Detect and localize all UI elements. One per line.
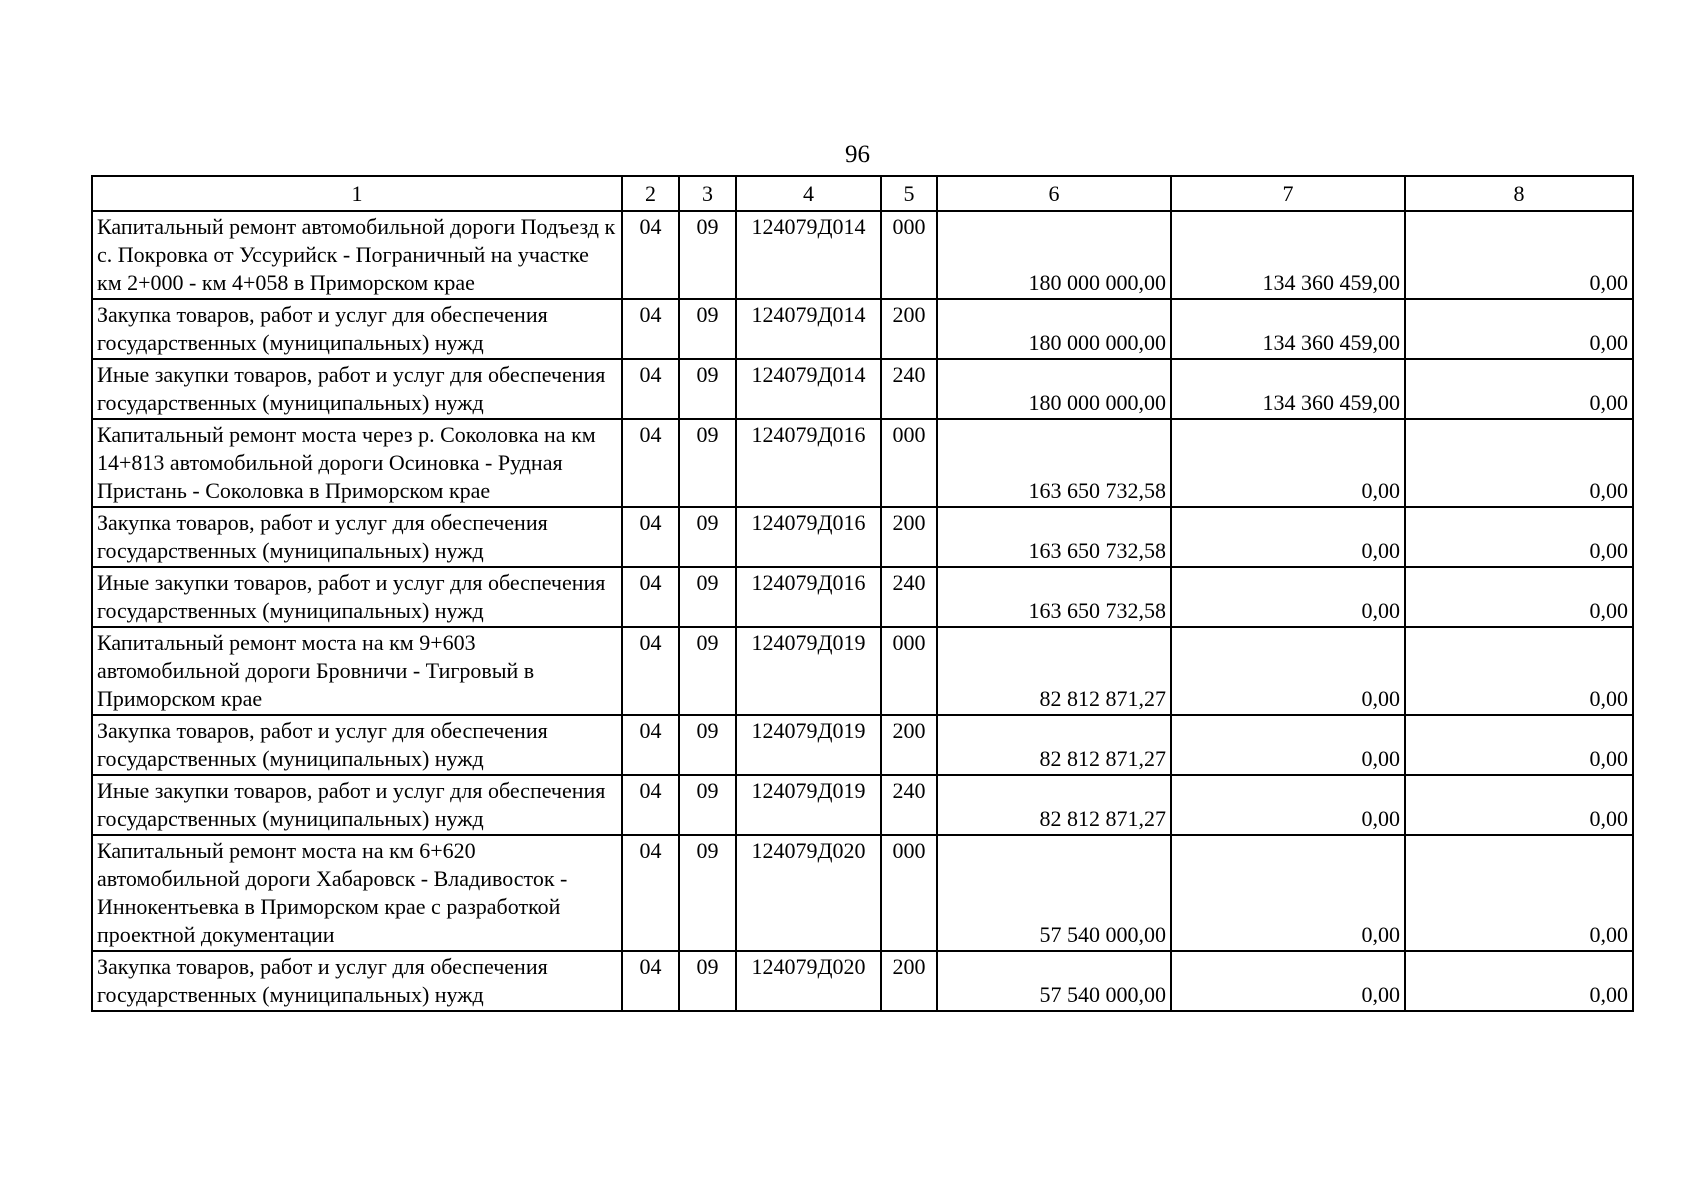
section-code: 04 bbox=[622, 419, 679, 507]
section-code: 04 bbox=[622, 951, 679, 1011]
expense-type-code: 200 bbox=[881, 299, 937, 359]
amount-col8: 0,00 bbox=[1405, 211, 1633, 299]
subsection-code: 09 bbox=[679, 951, 736, 1011]
amount-col7: 0,00 bbox=[1171, 715, 1405, 775]
table-row bbox=[92, 951, 1633, 1011]
table-row bbox=[92, 835, 1633, 951]
amount-col7: 0,00 bbox=[1171, 507, 1405, 567]
expense-type-code: 240 bbox=[881, 775, 937, 835]
item-name: Закупка товаров, работ и услуг для обеспечения государственных (муниципальных) нужд bbox=[92, 951, 622, 1011]
amount-col6: 57 540 000,00 bbox=[937, 835, 1171, 951]
target-article-code: 124079Д014 bbox=[736, 359, 881, 419]
amount-col7: 134 360 459,00 bbox=[1171, 299, 1405, 359]
item-name: Капитальный ремонт автомобильной дороги Подъезд к с. Покровка от Уссурийск - Пограничный на участке км 2+000 - км 4+058 в Приморском крае bbox=[92, 211, 622, 299]
amount-col6: 82 812 871,27 bbox=[937, 715, 1171, 775]
subsection-code: 09 bbox=[679, 627, 736, 715]
subsection-code: 09 bbox=[679, 299, 736, 359]
column-header-6: 6 bbox=[937, 176, 1171, 211]
header-row bbox=[92, 176, 1633, 211]
amount-col6: 180 000 000,00 bbox=[937, 211, 1171, 299]
target-article-code: 124079Д019 bbox=[736, 775, 881, 835]
amount-col7: 0,00 bbox=[1171, 567, 1405, 627]
target-article-code: 124079Д016 bbox=[736, 419, 881, 507]
item-name: Капитальный ремонт моста через р. Соколовка на км 14+813 автомобильной дороги Осиновка - Рудная Пристань - Соколовка в Приморском крае bbox=[92, 419, 622, 507]
section-code: 04 bbox=[622, 507, 679, 567]
amount-col6: 180 000 000,00 bbox=[937, 359, 1171, 419]
subsection-code: 09 bbox=[679, 715, 736, 775]
amount-col8: 0,00 bbox=[1405, 951, 1633, 1011]
target-article-code: 124079Д019 bbox=[736, 627, 881, 715]
table-row bbox=[92, 715, 1633, 775]
subsection-code: 09 bbox=[679, 359, 736, 419]
section-code: 04 bbox=[622, 715, 679, 775]
column-header-2: 2 bbox=[622, 176, 679, 211]
target-article-code: 124079Д019 bbox=[736, 715, 881, 775]
amount-col8: 0,00 bbox=[1405, 299, 1633, 359]
subsection-code: 09 bbox=[679, 775, 736, 835]
section-code: 04 bbox=[622, 835, 679, 951]
subsection-code: 09 bbox=[679, 835, 736, 951]
table-row bbox=[92, 567, 1633, 627]
target-article-code: 124079Д020 bbox=[736, 951, 881, 1011]
subsection-code: 09 bbox=[679, 567, 736, 627]
amount-col8: 0,00 bbox=[1405, 835, 1633, 951]
target-article-code: 124079Д016 bbox=[736, 567, 881, 627]
item-name: Капитальный ремонт моста на км 9+603 автомобильной дороги Бровничи - Тигровый в Приморском крае bbox=[92, 627, 622, 715]
target-article-code: 124079Д014 bbox=[736, 299, 881, 359]
section-code: 04 bbox=[622, 627, 679, 715]
table-row bbox=[92, 775, 1633, 835]
item-name: Закупка товаров, работ и услуг для обеспечения государственных (муниципальных) нужд bbox=[92, 299, 622, 359]
table-row bbox=[92, 419, 1633, 507]
amount-col7: 0,00 bbox=[1171, 951, 1405, 1011]
expense-type-code: 000 bbox=[881, 627, 937, 715]
expense-type-code: 000 bbox=[881, 835, 937, 951]
amount-col8: 0,00 bbox=[1405, 507, 1633, 567]
amount-col7: 134 360 459,00 bbox=[1171, 359, 1405, 419]
item-name: Закупка товаров, работ и услуг для обеспечения государственных (муниципальных) нужд bbox=[92, 715, 622, 775]
expense-type-code: 240 bbox=[881, 567, 937, 627]
table-row bbox=[92, 211, 1633, 299]
expense-type-code: 200 bbox=[881, 951, 937, 1011]
table-row bbox=[92, 299, 1633, 359]
column-header-4: 4 bbox=[736, 176, 881, 211]
budget-table bbox=[91, 175, 1634, 1012]
section-code: 04 bbox=[622, 567, 679, 627]
target-article-code: 124079Д020 bbox=[736, 835, 881, 951]
amount-col6: 163 650 732,58 bbox=[937, 567, 1171, 627]
column-header-5: 5 bbox=[881, 176, 937, 211]
column-header-7: 7 bbox=[1171, 176, 1405, 211]
target-article-code: 124079Д014 bbox=[736, 211, 881, 299]
subsection-code: 09 bbox=[679, 507, 736, 567]
item-name: Капитальный ремонт моста на км 6+620 автомобильной дороги Хабаровск - Владивосток - Иннокентьевка в Приморском крае с разработкой проектной документации bbox=[92, 835, 622, 951]
column-header-3: 3 bbox=[679, 176, 736, 211]
amount-col7: 0,00 bbox=[1171, 775, 1405, 835]
amount-col7: 134 360 459,00 bbox=[1171, 211, 1405, 299]
amount-col6: 82 812 871,27 bbox=[937, 627, 1171, 715]
amount-col6: 82 812 871,27 bbox=[937, 775, 1171, 835]
table-row bbox=[92, 627, 1633, 715]
amount-col6: 57 540 000,00 bbox=[937, 951, 1171, 1011]
amount-col7: 0,00 bbox=[1171, 627, 1405, 715]
page-number: 96 bbox=[845, 141, 870, 168]
amount-col8: 0,00 bbox=[1405, 627, 1633, 715]
amount-col6: 163 650 732,58 bbox=[937, 419, 1171, 507]
amount-col6: 163 650 732,58 bbox=[937, 507, 1171, 567]
expense-type-code: 200 bbox=[881, 715, 937, 775]
column-header-1: 1 bbox=[92, 176, 622, 211]
subsection-code: 09 bbox=[679, 211, 736, 299]
section-code: 04 bbox=[622, 359, 679, 419]
expense-type-code: 240 bbox=[881, 359, 937, 419]
item-name: Закупка товаров, работ и услуг для обеспечения государственных (муниципальных) нужд bbox=[92, 507, 622, 567]
amount-col8: 0,00 bbox=[1405, 359, 1633, 419]
item-name: Иные закупки товаров, работ и услуг для обеспечения государственных (муниципальных) нужд bbox=[92, 359, 622, 419]
amount-col8: 0,00 bbox=[1405, 775, 1633, 835]
subsection-code: 09 bbox=[679, 419, 736, 507]
section-code: 04 bbox=[622, 299, 679, 359]
section-code: 04 bbox=[622, 775, 679, 835]
item-name: Иные закупки товаров, работ и услуг для обеспечения государственных (муниципальных) нужд bbox=[92, 775, 622, 835]
expense-type-code: 000 bbox=[881, 211, 937, 299]
item-name: Иные закупки товаров, работ и услуг для обеспечения государственных (муниципальных) нужд bbox=[92, 567, 622, 627]
expense-type-code: 200 bbox=[881, 507, 937, 567]
expense-type-code: 000 bbox=[881, 419, 937, 507]
amount-col8: 0,00 bbox=[1405, 715, 1633, 775]
amount-col7: 0,00 bbox=[1171, 419, 1405, 507]
target-article-code: 124079Д016 bbox=[736, 507, 881, 567]
table-row bbox=[92, 507, 1633, 567]
amount-col8: 0,00 bbox=[1405, 419, 1633, 507]
amount-col6: 180 000 000,00 bbox=[937, 299, 1171, 359]
column-header-8: 8 bbox=[1405, 176, 1633, 211]
section-code: 04 bbox=[622, 211, 679, 299]
table-row bbox=[92, 359, 1633, 419]
amount-col8: 0,00 bbox=[1405, 567, 1633, 627]
amount-col7: 0,00 bbox=[1171, 835, 1405, 951]
